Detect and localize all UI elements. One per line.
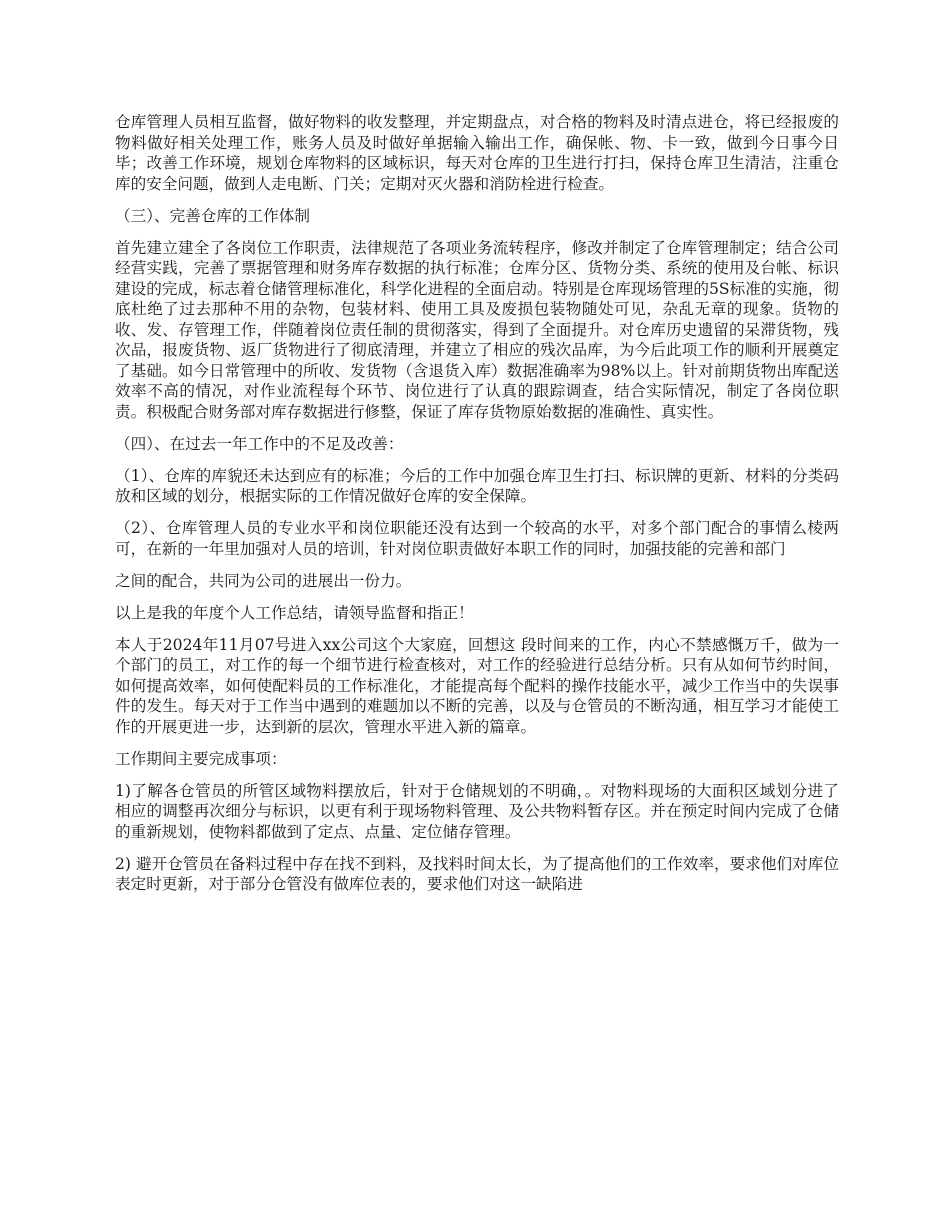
section-heading-3: （三）、完善仓库的工作体制 [115, 206, 310, 225]
paragraph-introduction: 本人于2024年11月07号进入xx公司这个大家庭，回想这 段时间来的工作，内心不禁感慨万千，做为一个部门的员工，对工作的每一个细节进行检查核对，对工作的经验进行总结分析。只有从如何节约时间，如何提高效率，如何使配料员的工作标准化，才能提高每个配料的操作技能水平，减少工作当中的失误事件的发生。每天对于工作当中遇到的难题加以不断的完善，以及与仓管员的不断沟通，相互学习才能使工作的开展更进一步，达到新的层次，管理水平进入新的篇章。 [115, 635, 839, 736]
paragraph-cooperation: 之间的配合，共同为公司的进展出一份力。 [115, 571, 412, 590]
section-heading-main-tasks: 工作期间主要完成事项： [115, 749, 287, 768]
document-body [115, 112, 839, 906]
paragraph-task-2: 2) 避开仓管员在备料过程中存在找不到料，及找料时间太长，为了提高他们的工作效率，要求他们对库位表定时更新，对于部分仓管没有做库位表的，要求他们对这一缺陷进 [115, 854, 839, 893]
paragraph-warehouse-supervision: 仓库管理人员相互监督，做好物料的收发整理，并定期盘点，对合格的物料及时清点进仓，将已经报废的物料做好相关处理工作，账务人员及时做好单据输入输出工作，确保帐、物、卡一致，做到今日事今日毕；改善工作环境，规划仓库物料的区域标识，每天对仓库的卫生进行打扫，保持仓库卫生清洁，注重仓库的安全问题，做到人走电断、门关；定期对灭火器和消防栓进行检查。 [115, 113, 839, 193]
paragraph-task-1: 1)了解各仓管员的所管区域物料摆放后，针对于仓储规划的不明确，。对物料现场的大面积区域划分进了相应的调整再次细分与标识，以更有利于现场物料管理、及公共物料暂存区。并在预定时间内完成了仓储的重新规划，使物料都做到了定点、点量、定位储存管理。 [115, 781, 839, 841]
paragraph-closing: 以上是我的年度个人工作总结，请领导监督和指正！ [115, 603, 474, 622]
paragraph-shortcoming-2: （2）、仓库管理人员的专业水平和岗位职能还没有达到一个较高的水平，对多个部门配合的事情么棱两可，在新的一年里加强对人员的培训，针对岗位职责做好本职工作的同时，加强技能的完善和部门 [115, 519, 839, 558]
paragraph-shortcoming-1: （1）、仓库的库貌还未达到应有的标准；今后的工作中加强仓库卫生打扫、标识牌的更新、材料的分类码放和区域的划分，根据实际的工作情况做好仓库的安全保障。 [115, 466, 839, 505]
paragraph-work-system: 首先建立建全了各岗位工作职责，法律规范了各项业务流转程序，修改并制定了仓库管理制定；结合公司经营实践，完善了票据管理和财务库存数据的执行标准；仓库分区、货物分类、系统的使用及台帐、标识建设的完成，标志着仓储管理标准化，科学化进程的全面启动。特别是仓库现场管理的5S标准的实施，彻底杜绝了过去那种不用的杂物，包装材料、使用工具及废损包装物随处可见，杂乱无章的现象。货物的收、发、存管理工作，伴随着岗位责任制的贯彻落实，得到了全面提升。对仓库历史遗留的呆滞货物，残次品，报废货物、返厂货物进行了彻底清理，并建立了相应的残次品库，为今后此项工作的顺利开展奠定了基础。如今日常管理中的所收、发货物（含退货入库）数据准确率为98%以上。针对前期货物出库配送效率不高的情况，对作业流程每个环节、岗位进行了认真的跟踪调查，结合实际情况，制定了各岗位职责。积极配合财务部对库存数据进行修整，保证了库存货物原始数据的准确性、真实性。 [115, 238, 839, 421]
section-heading-4: （四）、在过去一年工作中的不足及改善： [115, 434, 404, 453]
